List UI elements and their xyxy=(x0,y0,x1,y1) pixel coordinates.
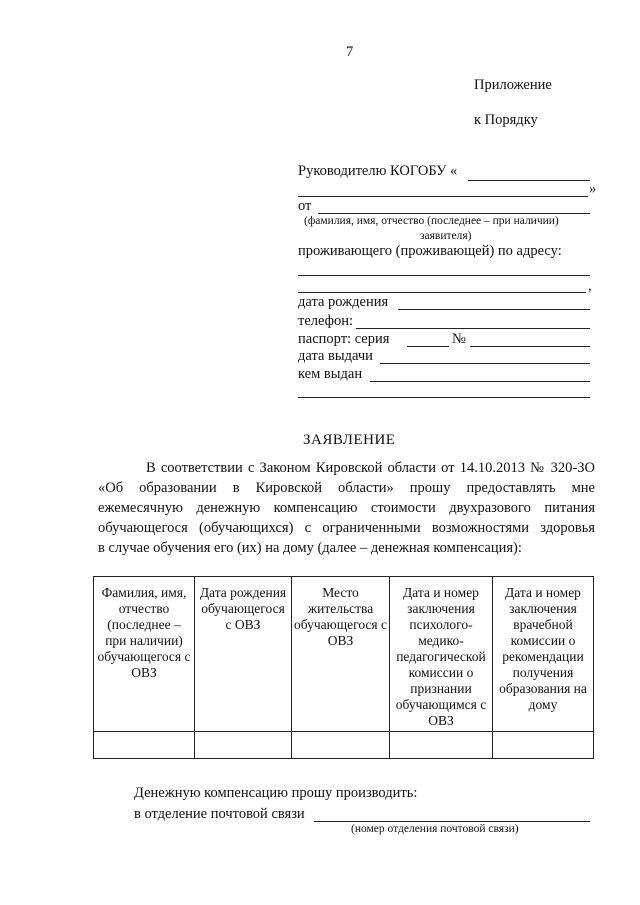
birth-date-label: дата рождения xyxy=(298,294,389,310)
phone-label: телефон: xyxy=(298,313,354,329)
table-cell[interactable] xyxy=(390,732,493,759)
address-field-2[interactable] xyxy=(298,292,586,293)
fio-hint: (фамилия, имя, отчество (последнее – при наличии) xyxy=(304,215,559,227)
address-label: проживающего (проживающей) по адресу: xyxy=(298,243,562,259)
passport-number-field[interactable] xyxy=(470,346,590,347)
passport-series-label: паспорт: серия xyxy=(298,331,390,347)
document-title: ЗАЯВЛЕНИЕ xyxy=(303,432,396,448)
applicant-name-field[interactable] xyxy=(318,213,590,214)
phone-field[interactable] xyxy=(356,328,590,329)
column-header-birth-date: Дата рождения обучающегося с ОВЗ xyxy=(195,577,292,732)
payment-label: Денежную компенсацию прошу производить: xyxy=(134,785,418,801)
passport-series-field[interactable] xyxy=(407,346,449,347)
appendix-label: Приложение xyxy=(474,77,552,93)
appendix-reference: к Порядку xyxy=(474,112,538,128)
statement-line: обучающегося (обучающихся) с ограниченными возможностями здоровья xyxy=(98,520,595,536)
fio-hint-applicant: заявителя) xyxy=(420,230,472,242)
issue-date-label: дата выдачи xyxy=(298,348,373,364)
issued-by-label: кем выдан xyxy=(298,366,363,382)
column-header-residence: Место жительства обучающегося с ОВЗ xyxy=(292,577,390,732)
birth-date-field[interactable] xyxy=(398,309,590,310)
passport-number-sign: № xyxy=(452,331,466,347)
from-label: от xyxy=(298,198,312,214)
statement-line: «Об образовании в Кировской области» прошу предоставлять мне xyxy=(98,480,595,496)
organization-name-field[interactable] xyxy=(468,180,590,181)
statement-line: в случае обучения его (их) на дому (далее – денежная компенсация): xyxy=(98,540,522,556)
address-field-1[interactable] xyxy=(298,275,590,276)
closing-quote: » xyxy=(589,181,597,197)
table-cell[interactable] xyxy=(195,732,292,759)
issued-by-field[interactable] xyxy=(370,381,590,382)
column-header-medical-conclusion: Дата и номер заключения врачебной комиссии о рекомендации получения образования на дому xyxy=(493,577,594,732)
table-cell[interactable] xyxy=(94,732,195,759)
table-cell[interactable] xyxy=(292,732,390,759)
issued-by-field-cont[interactable] xyxy=(298,397,590,398)
post-office-hint: (номер отделения почтовой связи) xyxy=(351,823,519,835)
column-header-student-name: Фамилия, имя, отчество (последнее – при наличии) обучающегося с ОВЗ xyxy=(94,577,195,732)
post-office-field[interactable] xyxy=(314,821,590,822)
table-row xyxy=(94,732,594,759)
page-number: 7 xyxy=(346,44,354,60)
post-office-label: в отделение почтовой связи xyxy=(134,806,305,822)
statement-line: ежемесячную денежную компенсацию стоимости двухразового питания xyxy=(98,500,595,516)
statement-line: В соответствии с Законом Кировской области от 14.10.2013 № 320-ЗО xyxy=(146,460,595,476)
table-header-row xyxy=(94,577,594,732)
addressee-to-label: Руководителю КОГОБУ « xyxy=(298,163,458,179)
column-header-pmpk-conclusion: Дата и номер заключения психолого-медико-педагогической комиссии о признании обучающимся с ОВЗ xyxy=(390,577,493,732)
students-table xyxy=(93,576,594,759)
statement-paragraph xyxy=(98,458,595,558)
table-cell[interactable] xyxy=(493,732,594,759)
issue-date-field[interactable] xyxy=(380,363,590,364)
address-comma: , xyxy=(588,278,592,294)
organization-name-field-cont[interactable] xyxy=(298,196,588,197)
